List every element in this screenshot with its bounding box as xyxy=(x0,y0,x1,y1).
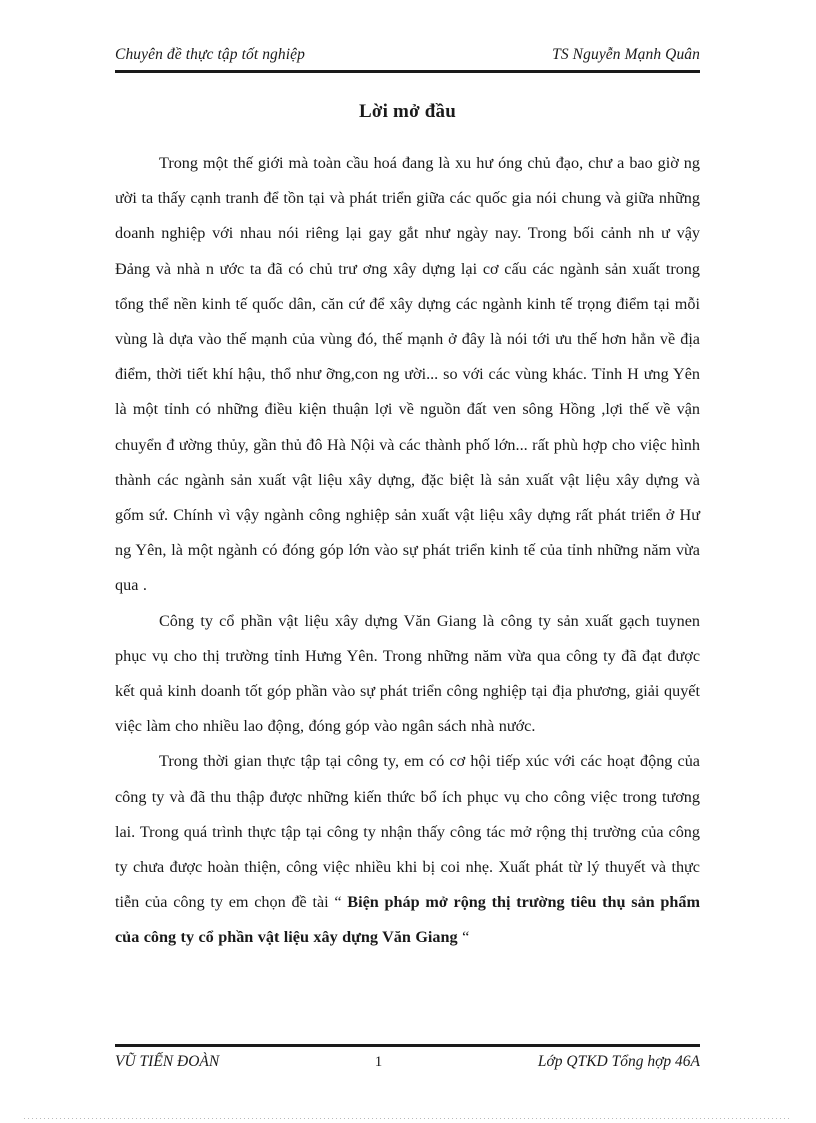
thesis-topic-title: Biện pháp mở rộng thị trường tiêu thụ sản phẩm của công ty cổ phần vật liệu xây dựng Văn Giang xyxy=(115,893,701,947)
scan-edge-artifact xyxy=(24,1118,792,1119)
paragraph-1: Trong một thế giới mà toàn cầu hoá đang là xu hư óng chủ đạo, chư a bao giờ ng ười ta thấy cạnh tranh để tồn tại và phát triển giữa các quốc gia nói chung và giữa những doanh nghiệp với nhau nói riêng lại gay gắt như ngày nay. Trong bối cảnh nh ư vậy Đảng và nhà n ước ta đã có chủ trư ơng xây dựng lại cơ cấu các ngành sản xuất trong tổng thể nền kinh tế quốc dân, căn cứ để xây dựng các ngành kinh tế trọng điểm tại mỗi vùng là dựa vào thế mạnh của vùng đó, thế mạnh ở đây là nói tới ưu thế hơn hẳn về địa điểm, thời tiết khí hậu, thổ như ỡng,con ng ười... so với các vùng khác. Tỉnh H ưng Yên là một tỉnh có những điều kiện thuận lợi về nguồn đất ven sông Hồng ,lợi thế về vận chuyển đ ường thủy, gần thủ đô Hà Nội và các thành phố lớn... rất phù hợp cho việc hình thành các ngành sản xuất vật liệu xây dựng, đặc biệt là sản xuất vật liệu xây dựng và gốm sứ. Chính vì vậy ngành công nghiệp sản xuất vật liệu xây dựng rất phát triển ở Hư ng Yên, là một ngành có đóng góp lớn vào sự phát triển kinh tế của tỉnh những năm vừa qua . xyxy=(115,154,700,595)
page-number: 1 xyxy=(374,1054,383,1070)
header-left-text: Chuyên đề thực tập tốt nghiệp xyxy=(115,46,305,63)
header-divider-rule xyxy=(115,70,700,73)
header-right-text: TS Nguyễn Mạnh Quân xyxy=(552,46,700,63)
paragraph-2: Công ty cổ phần vật liệu xây dựng Văn Giang là công ty sản xuất gạch tuynen phục vụ cho thị trường tỉnh Hưng Yên. Trong những năm vừa qua công ty đã đạt được kết quả kinh doanh tốt góp phần vào sự phát triển công nghiệp tại địa phương, giải quyết việc làm cho nhiều lao động, đóng góp vào ngân sách nhà nước. xyxy=(115,611,700,736)
running-footer xyxy=(115,1053,700,1071)
document-body xyxy=(115,146,700,956)
paragraph-3-intro: Trong thời gian thực tập tại công ty, em có cơ hội tiếp xúc với các hoạt động của công ty và đã thu thập được những kiến thức bổ ích phục vụ cho công việc trong tương lai. Trong quá trình thực tập tại công ty nhận thấy công tác mở rộng thị trường của công ty chưa được hoàn thiện, công việc nhiều khi bị coi nhẹ. Xuất phát từ lý thuyết và thực tiễn của công ty em chọn đề tài “ xyxy=(115,752,700,912)
footer-divider-rule xyxy=(115,1044,700,1047)
footer-author-name: VŨ TIẾN ĐOÀN xyxy=(115,1053,220,1070)
running-header xyxy=(115,46,700,64)
page-title: Lời mở đầu xyxy=(359,101,456,122)
paragraph-3 xyxy=(115,744,700,955)
footer-class-name: Lớp QTKD Tổng hợp 46A xyxy=(537,1053,700,1070)
paragraph-3-closing-quote: “ xyxy=(457,928,470,947)
